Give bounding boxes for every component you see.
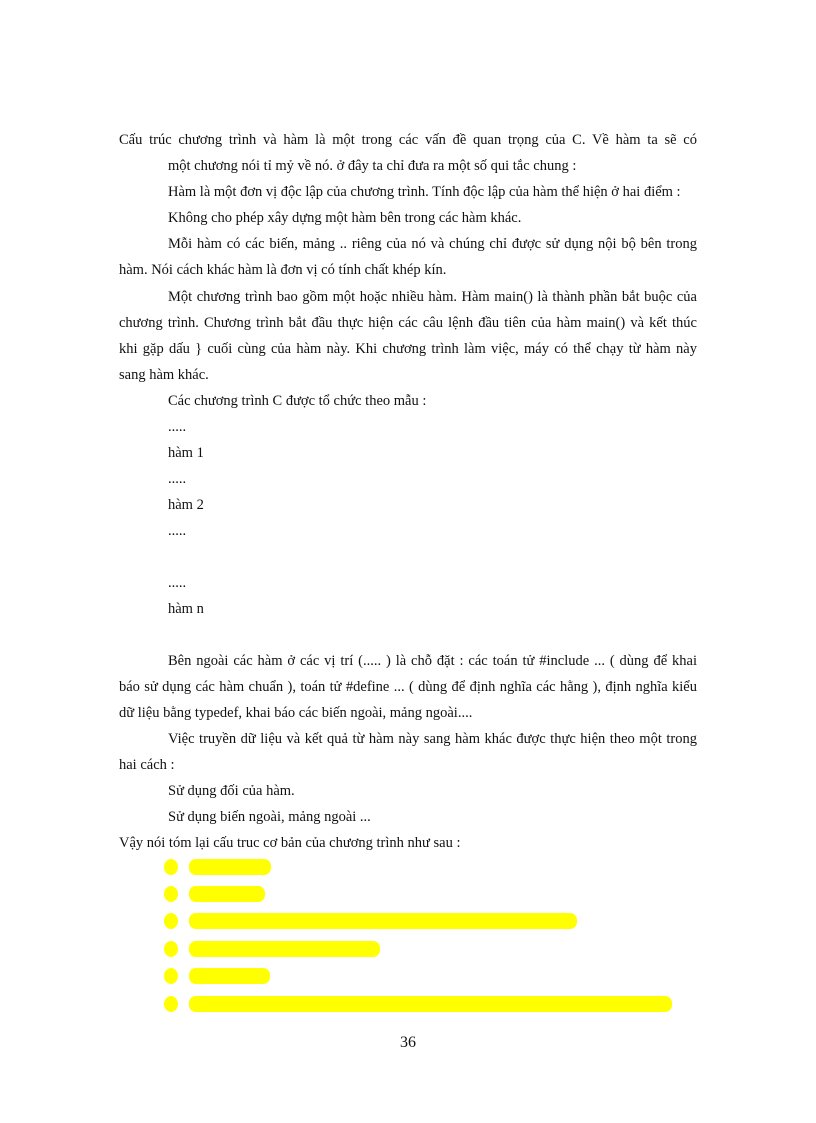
highlight-bar [189, 941, 380, 957]
template-function: hàm 1 [168, 445, 204, 461]
paragraph-line: chương trình. Chương trình bắt đầu thực hiện các câu lệnh đầu tiên của hàm main() và kết thúc [119, 315, 697, 331]
paragraph-line: Không cho phép xây dựng một hàm bên trong các hàm khác. [168, 210, 522, 226]
paragraph-line: Việc truyền dữ liệu và kết quả từ hàm này sang hàm khác được thực hiện theo một trong [168, 731, 697, 747]
template-ellipsis: ..... [168, 419, 187, 435]
highlight-bar [189, 968, 270, 984]
highlight-bullet [164, 941, 178, 957]
paragraph-line: Hàm là một đơn vị độc lập của chương trình. Tính độc lập của hàm thể hiện ở hai điểm : [168, 184, 681, 200]
paragraph-line: dữ liệu bằng typedef, khai báo các biến ngoài, mảng ngoài.... [119, 705, 473, 721]
highlight-bullet [164, 886, 178, 902]
template-ellipsis: ..... [168, 471, 187, 487]
paragraph-line: khi gặp dấu } cuối cùng của hàm này. Khi chương trình làm việc, máy có thể chạy từ hàm này [119, 341, 697, 357]
paragraph-line: Các chương trình C được tổ chức theo mẫu : [168, 393, 427, 409]
paragraph-line: hàm. Nói cách khác hàm là đơn vị có tính chất khép kín. [119, 262, 447, 278]
highlight-bullet [164, 968, 178, 984]
highlight-bar [189, 913, 577, 929]
highlight-bullet [164, 913, 178, 929]
paragraph-line: Một chương trình bao gồm một hoặc nhiều hàm. Hàm main() là thành phần bắt buộc của [168, 289, 697, 305]
highlight-bar [189, 996, 672, 1012]
paragraph-line: Bên ngoài các hàm ở các vị trí (..... ) là chỗ đặt : các toán tử #include ... ( dùng để khai [168, 653, 697, 669]
paragraph-line: sang hàm khác. [119, 367, 209, 383]
paragraph-line: Mỗi hàm có các biến, mảng .. riêng của nó và chúng chỉ được sử dụng nội bộ bên trong [168, 236, 697, 252]
highlight-bullet [164, 996, 178, 1012]
highlight-bar [189, 886, 265, 902]
template-function: hàm 2 [168, 497, 204, 513]
page-number: 36 [400, 1034, 416, 1051]
paragraph-line: Cấu trúc chương trình và hàm là một trong các vấn đề quan trọng của C. Về hàm ta sẽ có [119, 132, 697, 148]
paragraph-line: Sử dụng biến ngoài, mảng ngoài ... [168, 809, 371, 825]
highlight-bar [189, 859, 271, 875]
paragraph-line: hai cách : [119, 757, 175, 773]
paragraph-line: báo sử dụng các hàm chuẩn ), toán tử #define ... ( dùng để định nghĩa các hằng ), định nghĩa kiểu [119, 679, 697, 695]
highlight-bullet [164, 859, 178, 875]
template-ellipsis: ..... [168, 575, 187, 591]
template-ellipsis: ..... [168, 523, 187, 539]
paragraph-line: Sử dụng đối của hàm. [168, 783, 295, 799]
template-function: hàm n [168, 601, 204, 617]
paragraph-line: một chương nói tỉ mỷ về nó. ở đây ta chỉ đưa ra một số qui tắc chung : [168, 158, 577, 174]
paragraph-line: Vậy nói tóm lại cấu truc cơ bản của chương trình như sau : [119, 835, 461, 851]
